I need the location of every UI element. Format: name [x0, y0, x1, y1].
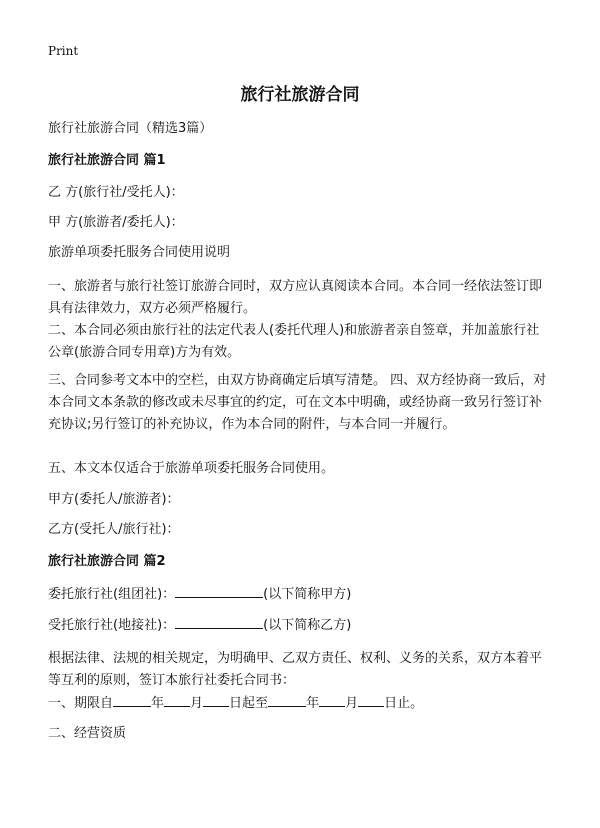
document-title: 旅行社旅游合同: [240, 85, 360, 105]
trustee-agency-blank[interactable]: [175, 614, 263, 629]
start-month-unit: 月: [190, 696, 204, 711]
print-link[interactable]: Print: [48, 44, 79, 58]
trustee-agency-label: 受托旅行社(地接社)：: [48, 618, 176, 633]
end-day-unit: 日止。: [384, 696, 424, 711]
end-year-blank[interactable]: [268, 692, 306, 707]
start-year-blank[interactable]: [113, 692, 151, 707]
end-year-unit: 年: [306, 696, 320, 711]
entrusting-agency-blank[interactable]: [175, 583, 263, 598]
party-a-line: 甲 方(旅游者/委托人)：: [48, 215, 184, 230]
section2-intro: 根据法律、法规的相关规定，为明确甲、乙双方责任、权利、义务的关系，双方本着平等互利的原则，签订本旅行社委托合同书：: [48, 651, 543, 688]
trustee-agency-note: (以下简称乙方): [263, 618, 352, 633]
start-day-blank[interactable]: [203, 692, 229, 707]
start-month-blank[interactable]: [164, 692, 190, 707]
clause-3-4: 三、合同参考文本中的空栏，由双方协商确定后填写清楚。 四、双方经协商一致后，对本合同文本条款的修改或未尽事宜的约定，可在文本中明确，或经协商一致另行签订补充协议;另行签订的补充协议，作为本合同的附件，与本合同一并履行。: [48, 373, 547, 432]
section2-heading: 旅行社旅游合同 篇2: [48, 554, 166, 569]
document-subtitle: 旅行社旅游合同（精选3篇）: [48, 121, 213, 136]
sign-party-a: 甲方(委托人/旅游者)：: [48, 492, 180, 507]
clause-2: 二、本合同必须由旅行社的法定代表人(委托代理人)和旅游者亲自签章，并加盖旅行社公章(旅游合同专用章)方为有效。: [48, 323, 540, 360]
term-line: [48, 692, 548, 715]
clause-1: 一、旅游者与旅行社签订旅游合同时，双方应认真阅读本合同。本合同一经依法签订即具有法律效力，双方必须严格履行。: [48, 279, 543, 316]
entrusting-agency-line: [48, 583, 548, 606]
start-year-unit: 年: [151, 696, 165, 711]
entrusting-agency-label: 委托旅行社(组团社)：: [48, 587, 176, 602]
section1-heading: 旅行社旅游合同 篇1: [48, 153, 166, 168]
party-b-line: 乙 方(旅行社/受托人)：: [48, 185, 184, 200]
start-day-unit: 日起至: [229, 696, 269, 711]
clause-5: 五、本文本仅适合于旅游单项委托服务合同使用。: [48, 461, 335, 476]
entrusting-agency-note: (以下简称甲方): [263, 587, 352, 602]
qualification-heading: 二、经营资质: [48, 726, 127, 741]
term-prefix: 一、期限自: [48, 696, 114, 711]
trustee-agency-line: [48, 614, 548, 637]
end-month-unit: 月: [345, 696, 359, 711]
end-month-blank[interactable]: [319, 692, 345, 707]
end-day-blank[interactable]: [358, 692, 384, 707]
instructions-title: 旅游单项委托服务合同使用说明: [48, 245, 231, 260]
sign-party-b: 乙方(受托人/旅行社)：: [48, 522, 180, 537]
